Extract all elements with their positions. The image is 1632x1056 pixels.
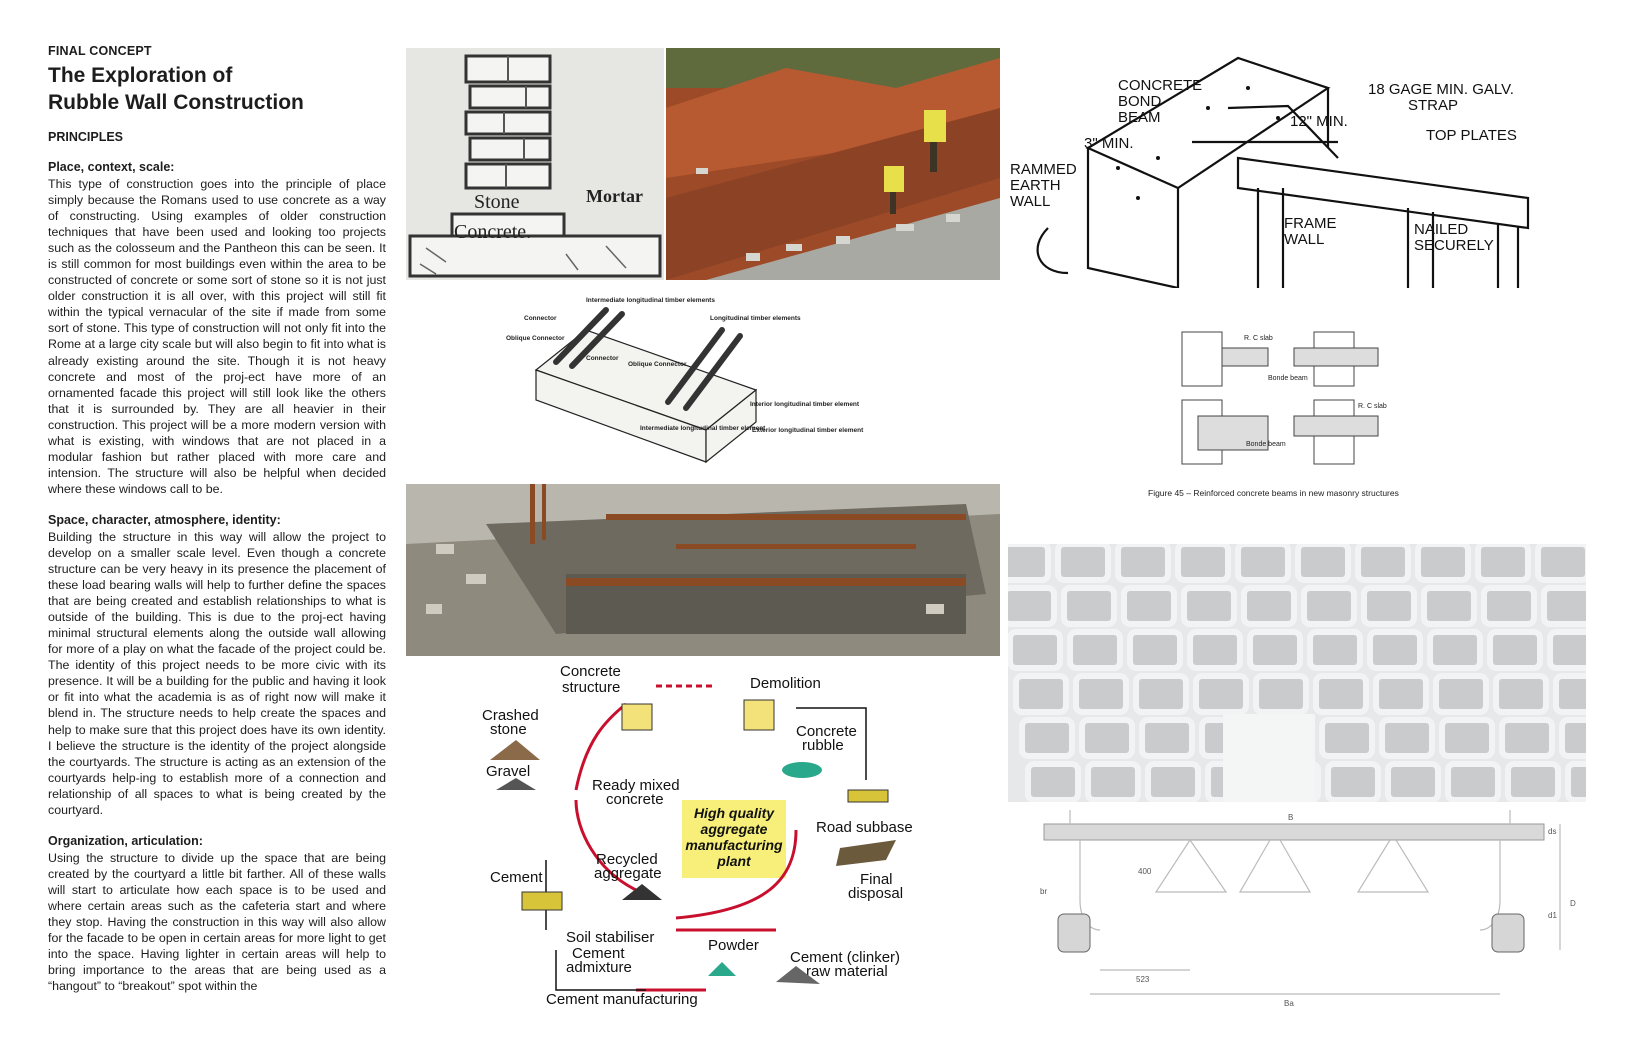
timber-label-interior: Interior longitudinal timber element: [750, 401, 860, 408]
section-body-place: This type of construction goes into the principle of place simply because the Romans used to use concrete as a way of constructing. Using examples of older construction techniques that have been used and looking too projects such as the colosseum and the Pantheon this can be seen. It is still common for most buildings even within the area to be constructed of concrete or some sort of stone so it is not just older construction it is all over, with this project will still fit within the typical vernacular of the site if made from some sort of stone. This type of construction will not only fit into the Rome at a large city scale but will also begin to fit into what is already existing around the site. Though it is not heavy concrete and most of the proj-ect have more of an ornamented facade this project will still look like the others that it is surrounded by. They are all heavier in their construction. This project will be a more modern version with what is existing, with windows that are not placed in a modular fashion but rather placed with more care and intension. The structure will also be helpful when decided where these windows call to be.: [48, 177, 386, 496]
timber-label-connector-mid: Connector: [586, 355, 619, 362]
frame-wall-label-1: FRAME: [1284, 215, 1337, 232]
ceiling-coffer: [1130, 632, 1180, 668]
timber-label-exterior: Exterior longitudinal timber element: [752, 427, 864, 434]
plant-line-4: plant: [717, 853, 751, 869]
title-line-2: Rubble Wall Construction: [48, 91, 304, 114]
ceiling-coffer: [1430, 632, 1480, 668]
cycle-concrete-structure-1: Concrete: [560, 663, 621, 680]
ceiling-coffer: [1008, 544, 1048, 580]
label-mortar: Mortar: [586, 186, 643, 206]
cycle-clinker-1: Cement (clinker): [790, 949, 901, 966]
min3-label: 3" MIN.: [1084, 135, 1134, 152]
ceiling-coffer: [1478, 544, 1528, 580]
ceiling-coffer: [1178, 544, 1228, 580]
rc-slab-label-1: R. C slab: [1244, 335, 1273, 342]
cycle-road-subbase: Road subbase: [816, 819, 913, 836]
ceiling-coffer: [1484, 588, 1534, 624]
section-label-400: 400: [1138, 867, 1152, 876]
label-concrete: Concrete.: [454, 221, 532, 243]
ceiling-coffer: [1370, 632, 1420, 668]
ceiling-coffer: [1364, 588, 1414, 624]
timber-label-intermediate-top: Intermediate longitudinal timber elements: [586, 297, 715, 304]
rammed-label-3: WALL: [1010, 193, 1051, 210]
ceiling-coffer: [1058, 544, 1108, 580]
ceiling-coffer: [1550, 632, 1586, 668]
ceiling-coffer: [1256, 676, 1306, 712]
plant-line-1: High quality: [693, 805, 775, 821]
ceiling-coffer: [1328, 764, 1378, 800]
ceiling-coffer: [1544, 588, 1586, 624]
beam-label-beam: BEAM: [1118, 109, 1161, 126]
ceiling-coffer: [1076, 676, 1126, 712]
rc-figure-caption: Figure 45 – Reinforced concrete beams in new masonry structures: [1148, 488, 1399, 498]
rubble-wall-photo: [406, 484, 1000, 656]
ceiling-coffer: [1316, 676, 1366, 712]
ceiling-coffer: [1424, 588, 1474, 624]
ceiling-coffer: [1238, 544, 1288, 580]
section-label-br: br: [1040, 887, 1048, 896]
cycle-demolition: Demolition: [750, 675, 821, 692]
ceiling-coffer: [1088, 764, 1138, 800]
ceiling-coffer: [1148, 764, 1198, 800]
ceiling-coffer: [1568, 764, 1586, 800]
ceiling-coffer: [1082, 720, 1132, 756]
ceiling-coffer: [1310, 632, 1360, 668]
aggregate-recycling-cycle: [476, 660, 926, 1010]
ceiling-coffer: [1190, 632, 1240, 668]
section-body-space: Building the structure in this way will allow the project to develop on a smaller scale level. Even though a concrete structure can be very heavy in its presence the placement of these load bearing walls will help to further define the spaces that are being created and establish relationships to what is outside of the building. This is due to the proj-ect having minimal structural elements along the outside wall allowing for more of a play on what the facade of the project could be. The identity of this project needs to be more civic with its presence. It will be a building for the public and having it look or fit into what the academia is as of right now will make it blend in. The structure needs to help create the spaces and help to make sure that this project does have its own identity. I believe the structure is the identity of the project alongside the courtyards. The structure is acting as an extension of the courtyards help-ing to establish more of a connection and relationship of all spaces to what is being created by the courtyard.: [48, 529, 386, 817]
rammed-label-2: EARTH: [1010, 177, 1061, 194]
section-heading-place: Place, context, scale:: [48, 160, 175, 174]
ceiling-coffer: [1250, 632, 1300, 668]
ceiling-coffer: [1010, 632, 1060, 668]
rc-slab-figure: [1008, 296, 1586, 532]
bonde-beam-label-2: Bonde beam: [1246, 441, 1286, 448]
ceiling-coffer: [1448, 764, 1498, 800]
cycle-recycled-2: aggregate: [594, 865, 662, 882]
ceiling-coffer: [1562, 720, 1586, 756]
beam-label-concrete: CONCRETE: [1118, 77, 1203, 94]
section-label-d1: d1: [1548, 911, 1557, 920]
ceiling-coffer: [1196, 676, 1246, 712]
section-label-ba: Ba: [1284, 999, 1294, 1008]
section-heading-organization: Organization, articulation:: [48, 833, 203, 848]
ceiling-coffer: [1508, 764, 1558, 800]
rammed-label-1: RAMMED: [1010, 161, 1077, 178]
ceiling-coffer: [1382, 720, 1432, 756]
kicker-final-concept: FINAL CONCEPT: [48, 44, 152, 58]
nailed-label-1: NAILED: [1414, 221, 1469, 238]
plant-line-3: manufacturing: [685, 837, 783, 853]
frame-wall-label-2: WALL: [1284, 231, 1325, 248]
cycle-admixture-2: admixture: [566, 959, 632, 976]
cycle-soil-stabiliser: Soil stabiliser: [566, 929, 655, 946]
ceiling-coffer: [1304, 588, 1354, 624]
ceiling-coffer: [1184, 588, 1234, 624]
section-label-b: B: [1288, 813, 1294, 822]
ceiling-coffer: [1028, 764, 1078, 800]
ceiling-coffer: [1008, 588, 1054, 624]
cycle-gravel: Gravel: [486, 763, 531, 780]
waffle-ceiling-photo: [1008, 544, 1586, 802]
cycle-ready-mixed-2: concrete: [606, 791, 664, 808]
section-label-ds: ds: [1548, 827, 1557, 836]
ceiling-coffer: [1556, 676, 1586, 712]
ceiling-coffer: [1388, 764, 1438, 800]
ceiling-coffer: [1496, 676, 1546, 712]
cycle-final-1: Final: [860, 871, 893, 888]
strap-label-2: STRAP: [1408, 97, 1459, 114]
ceiling-coffer: [1376, 676, 1426, 712]
timber-label-intermediate-bottom: Intermediate longitudinal timber element: [640, 425, 766, 432]
ceiling-coffer: [1118, 544, 1168, 580]
ceiling-coffer: [1124, 588, 1174, 624]
principles-heading: PRINCIPLES: [48, 130, 124, 144]
cycle-concrete-structure-2: structure: [562, 679, 621, 696]
min12-label: 12" MIN.: [1290, 113, 1348, 130]
timber-label-oblique-mid: Oblique Connector: [628, 361, 687, 368]
page-title: [48, 62, 386, 116]
section-label-523: 523: [1136, 975, 1150, 984]
cycle-rubble-1: Concrete: [796, 723, 857, 740]
stone-mortar-sketch: [406, 48, 664, 280]
cycle-crashed-1: Crashed: [482, 707, 539, 724]
ceiling-coffer: [1490, 632, 1540, 668]
ceiling-coffer: [1136, 676, 1186, 712]
cycle-recycled-1: Recycled: [596, 851, 658, 868]
timber-label-longitudinal: Longitudinal timber elements: [710, 315, 801, 322]
bonde-beam-label-1: Bonde beam: [1268, 375, 1308, 382]
cycle-ready-mixed-1: Ready mixed: [592, 777, 680, 794]
section-heading-space: Space, character, atmosphere, identity:: [48, 512, 281, 527]
cycle-cement: Cement: [490, 869, 543, 886]
top-plates-label: TOP PLATES: [1426, 127, 1517, 144]
cycle-clinker-2: raw material: [806, 963, 888, 980]
ceiling-coffer: [1502, 720, 1552, 756]
nailed-label-2: SECURELY: [1414, 237, 1494, 254]
ceiling-coffer: [1142, 720, 1192, 756]
ceiling-coffer: [1538, 544, 1586, 580]
cycle-rubble-2: rubble: [802, 737, 844, 754]
ceiling-coffer: [1070, 632, 1120, 668]
title-line-1: The Exploration of: [48, 64, 233, 87]
section-body-organization: Using the structure to divide up the space that are being created by the courtyard a little bit farther. All of these walls will start to articulate how each space is to be used and where certain areas such as the cafeteria start and where they stop. Having the construction in this way will also allow for the facade to be open in certain areas for more light to get into the space. Having lighter in certain areas will help to bring importance to the areas that are being used as a “hangout” to “breakout” spot within the: [48, 850, 386, 994]
ceiling-coffer: [1436, 676, 1486, 712]
strap-label-1: 18 GAGE MIN. GALV.: [1368, 81, 1514, 98]
ceiling-coffer: [1064, 588, 1114, 624]
cycle-crashed-2: stone: [490, 721, 527, 738]
ceiling-coffer: [1244, 588, 1294, 624]
timber-elements-diagram: [406, 290, 1000, 476]
label-stone: Stone: [474, 191, 520, 213]
timber-label-oblique-left: Oblique Connector: [506, 335, 565, 342]
ceiling-coffer: [1322, 720, 1372, 756]
ceiling-coffer: [1442, 720, 1492, 756]
ceiling-coffer: [1016, 676, 1066, 712]
cycle-cement-manufacturing: Cement manufacturing: [546, 991, 698, 1008]
ceiling-coffer: [1418, 544, 1468, 580]
plant-line-2: aggregate: [700, 821, 768, 837]
rc-slab-label-2: R. C slab: [1358, 403, 1387, 410]
timber-label-connector: Connector: [524, 315, 557, 322]
cycle-final-2: disposal: [848, 885, 904, 902]
beam-label-bond: BOND: [1118, 93, 1162, 110]
cycle-powder: Powder: [708, 937, 759, 954]
ceiling-coffer: [1358, 544, 1408, 580]
text-column: [48, 44, 386, 994]
trench-photo: [666, 48, 1000, 280]
cycle-admixture-1: Cement: [572, 945, 625, 962]
bond-beam-sketch: [1008, 48, 1586, 288]
ceiling-coffer: [1022, 720, 1072, 756]
waffle-slab-section: [1040, 810, 1586, 1010]
section-label-d: D: [1570, 899, 1576, 908]
ceiling-coffer: [1298, 544, 1348, 580]
